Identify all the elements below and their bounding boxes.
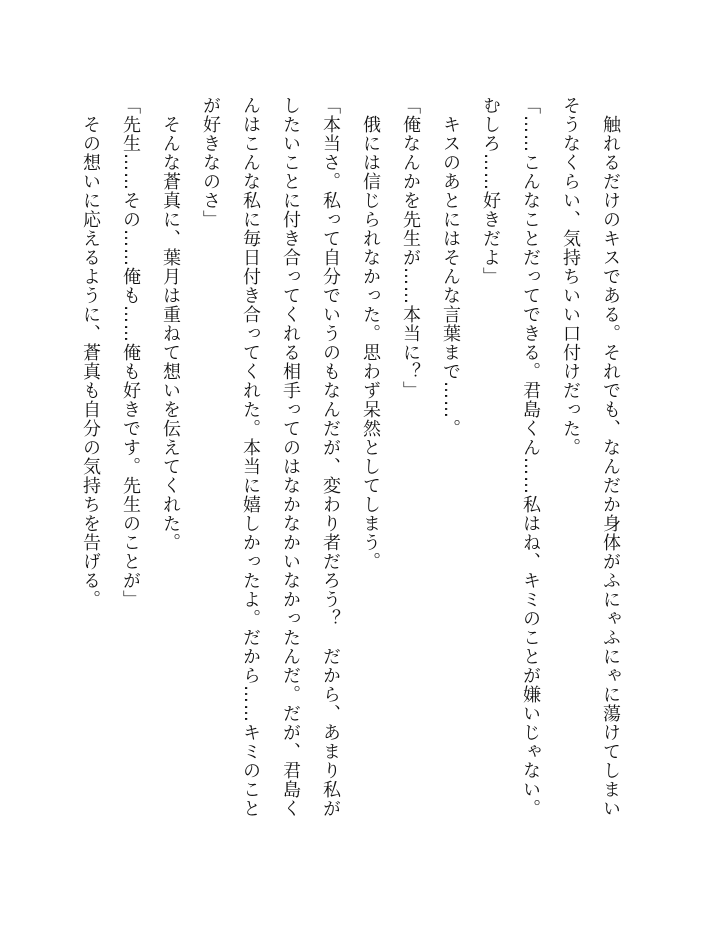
- paragraph: 「俺なんかを先生が……本当に？」: [400, 96, 421, 400]
- vertical-text-body: [70, 96, 630, 836]
- paragraph: 「先生……その……俺も……俺も好きです。先生のことが」: [120, 96, 141, 609]
- paragraph: キスのあとにはそんな言葉まで……。: [440, 96, 461, 438]
- paragraph: そんな蒼真に、葉月は重ねて想いを伝えてくれた。: [160, 96, 181, 552]
- paragraph: 触れるだけのキスである。それでも、なんだか身体がふにゃふにゃに蕩けてしまいそうなくらい、気持ちいい口付けだった。: [560, 96, 621, 818]
- paragraph: 「……こんなことだってできる。君島くん……私はね、キミのことが嫌いじゃない。むしろ……好きだよ」: [480, 96, 541, 818]
- paragraph: 「本当さ。私って自分でいうのもなんだが、変わり者だろう？ だから、あまり私がしたいことに付き合ってくれる相手ってのはなかなかいなかったんだ。だが、君島くんはこんな私に毎日付き合ってくれた。本当に嬉しかったよ。だから……キミのことが好きなのさ」: [200, 96, 341, 818]
- paragraph: 俄には信じられなかった。思わず呆然としてしまう。: [360, 96, 381, 571]
- paragraph: その想いに応えるように、蒼真も自分の気持ちを告げる。: [80, 96, 101, 609]
